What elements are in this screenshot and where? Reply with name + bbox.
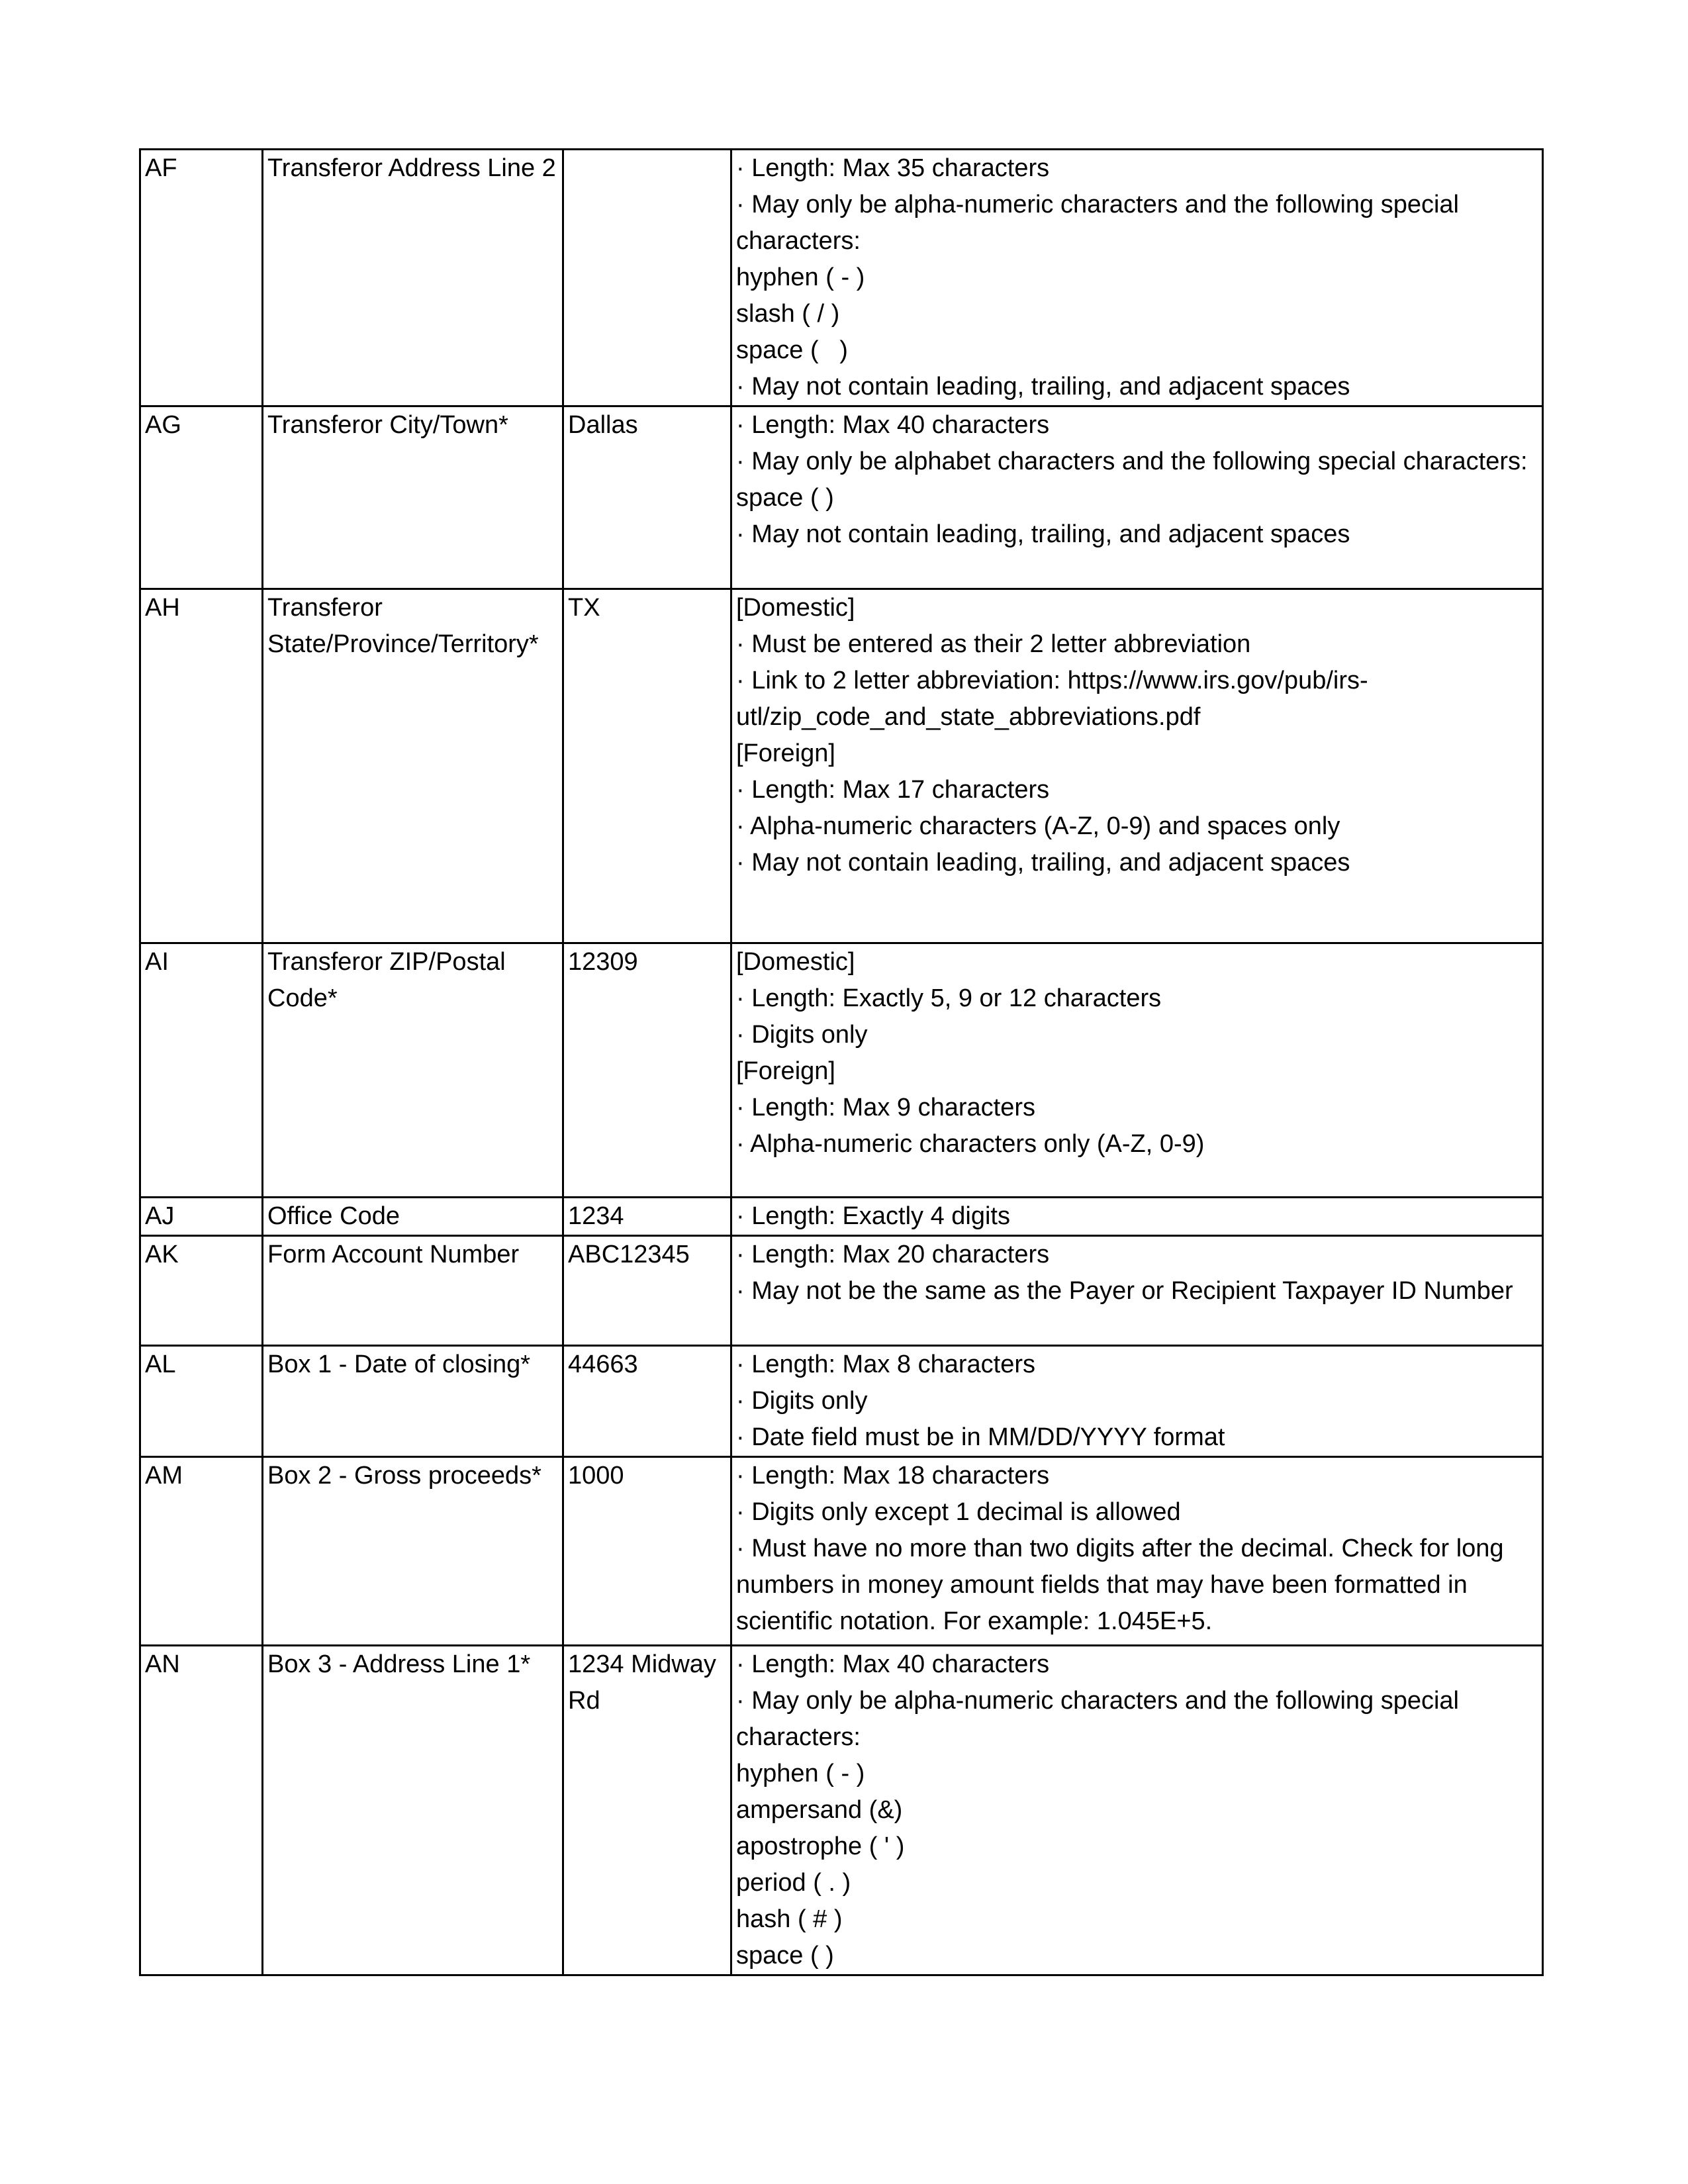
rule-line: · May only be alpha-numeric characters and the following special characters: — [736, 191, 1466, 255]
table-row — [140, 943, 1543, 1198]
rule-line: · Digits only — [736, 1387, 868, 1415]
table-row — [140, 1198, 1543, 1236]
rule-line: · Must have no more than two digits after the decimal. Check for long numbers in money amount fields that may have been formatted in scientific notation. For example: 1.045E+5. — [736, 1535, 1511, 1635]
example-value-cell: ABC12345 — [563, 1236, 731, 1346]
validation-rules-cell — [731, 943, 1543, 1198]
table-row — [140, 1646, 1543, 1975]
rule-line: · Date field must be in MM/DD/YYYY format — [736, 1423, 1225, 1451]
field-code-cell: AN — [140, 1646, 263, 1975]
rule-line: · Length: Exactly 4 digits — [736, 1202, 1010, 1230]
rule-line: · Length: Exactly 5, 9 or 12 characters — [736, 984, 1162, 1012]
example-value-cell: 12309 — [563, 943, 731, 1198]
rule-line: · Digits only except 1 decimal is allowed — [736, 1498, 1181, 1526]
rule-line: · May only be alphabet characters and the following special characters: — [736, 448, 1528, 475]
field-code-cell: AK — [140, 1236, 263, 1346]
rule-line: · Digits only — [736, 1021, 868, 1049]
field-code-cell: AJ — [140, 1198, 263, 1236]
rule-line: space ( ) — [736, 484, 834, 512]
rule-line: · Length: Max 40 characters — [736, 411, 1050, 439]
table-row — [140, 406, 1543, 589]
rule-line: space ( ) — [736, 1942, 834, 1970]
rule-line: hyphen ( - ) — [736, 263, 865, 291]
table-row — [140, 1346, 1543, 1457]
rule-line: period ( . ) — [736, 1869, 851, 1897]
rule-line: apostrophe ( ' ) — [736, 1832, 905, 1860]
field-code-cell: AM — [140, 1457, 263, 1646]
example-value-cell: 1234 — [563, 1198, 731, 1236]
field-code-cell: AH — [140, 589, 263, 943]
example-value-cell: 44663 — [563, 1346, 731, 1457]
example-value-cell: 1000 — [563, 1457, 731, 1646]
field-code-cell: AI — [140, 943, 263, 1198]
rule-line: [Domestic] — [736, 948, 855, 976]
field-name-cell: Transferor State/Province/Territory* — [263, 589, 563, 943]
rule-line: · May not be the same as the Payer or Recipient Taxpayer ID Number — [736, 1277, 1513, 1305]
rule-line: · Length: Max 8 characters — [736, 1351, 1035, 1378]
example-value-cell — [563, 150, 731, 406]
rule-line: hyphen ( - ) — [736, 1760, 865, 1787]
rule-line: · Link to 2 letter abbreviation: https://www.irs.gov/pub/irs-utl/zip_code_and_state_abbreviations.pdf — [736, 667, 1368, 731]
field-name-cell: Box 2 - Gross proceeds* — [263, 1457, 563, 1646]
table-row — [140, 150, 1543, 406]
rule-line: · May not contain leading, trailing, and adjacent spaces — [736, 520, 1350, 548]
rule-line: · Length: Max 17 characters — [736, 776, 1050, 804]
field-code-cell: AG — [140, 406, 263, 589]
table-row — [140, 1457, 1543, 1646]
rule-line: slash ( / ) — [736, 300, 840, 328]
rule-line: · May not contain leading, trailing, and adjacent spaces — [736, 373, 1350, 401]
field-code-cell: AL — [140, 1346, 263, 1457]
rule-line: · Length: Max 9 characters — [736, 1094, 1035, 1121]
field-code-cell: AF — [140, 150, 263, 406]
validation-rules-cell — [731, 1236, 1543, 1346]
field-spec-table-body — [140, 150, 1543, 1975]
field-name-cell: Box 3 - Address Line 1* — [263, 1646, 563, 1975]
validation-rules-cell — [731, 1646, 1543, 1975]
example-value-cell: Dallas — [563, 406, 731, 589]
example-value-cell: 1234 Midway Rd — [563, 1646, 731, 1975]
rule-line: hash ( # ) — [736, 1905, 843, 1933]
rule-line: · Length: Max 20 characters — [736, 1241, 1050, 1268]
field-name-cell: Transferor Address Line 2 — [263, 150, 563, 406]
rule-line: · Length: Max 40 characters — [736, 1650, 1050, 1678]
rule-line: · Alpha-numeric characters only (A-Z, 0-9) — [736, 1130, 1205, 1158]
field-name-cell: Transferor City/Town* — [263, 406, 563, 589]
validation-rules-cell — [731, 406, 1543, 589]
validation-rules-cell — [731, 1346, 1543, 1457]
rule-line: [Foreign] — [736, 739, 835, 767]
rule-line: · Must be entered as their 2 letter abbreviation — [736, 630, 1251, 658]
validation-rules-cell — [731, 589, 1543, 943]
rule-line: ampersand (&) — [736, 1796, 903, 1824]
rule-line: [Domestic] — [736, 594, 855, 622]
rule-line: · May only be alpha-numeric characters and the following special characters: — [736, 1687, 1466, 1751]
validation-rules-cell — [731, 1457, 1543, 1646]
field-name-cell: Box 1 - Date of closing* — [263, 1346, 563, 1457]
validation-rules-cell — [731, 1198, 1543, 1236]
table-row — [140, 1236, 1543, 1346]
field-spec-table — [139, 148, 1544, 1976]
rule-line: · Alpha-numeric characters (A-Z, 0-9) and spaces only — [736, 812, 1340, 840]
rule-line: space ( ) — [736, 336, 848, 364]
rule-line: · Length: Max 18 characters — [736, 1462, 1050, 1490]
field-name-cell: Office Code — [263, 1198, 563, 1236]
rule-line: [Foreign] — [736, 1057, 835, 1085]
example-value-cell: TX — [563, 589, 731, 943]
rule-line: · May not contain leading, trailing, and adjacent spaces — [736, 849, 1350, 877]
rule-line: · Length: Max 35 characters — [736, 154, 1050, 182]
field-name-cell: Transferor ZIP/Postal Code* — [263, 943, 563, 1198]
field-name-cell: Form Account Number — [263, 1236, 563, 1346]
validation-rules-cell — [731, 150, 1543, 406]
table-row — [140, 589, 1543, 943]
